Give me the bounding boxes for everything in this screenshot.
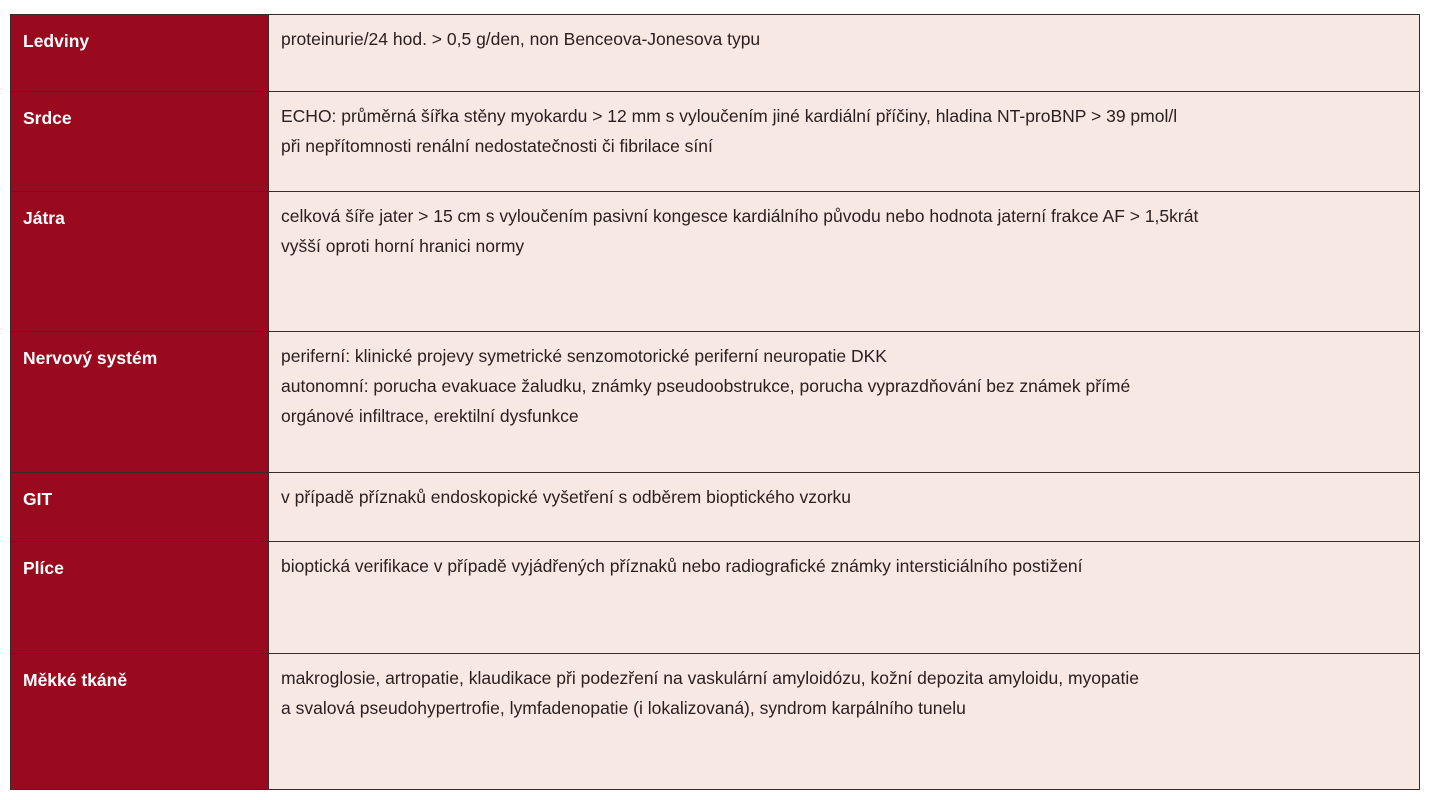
table-row: [11, 542, 1420, 654]
table-row: [11, 92, 1420, 192]
table-row: [11, 332, 1420, 473]
criteria-cell: [269, 192, 1420, 332]
criteria-cell: [269, 654, 1420, 790]
organ-label: Nervový systém: [11, 332, 269, 473]
criteria-table-wrapper: [10, 14, 1419, 790]
criteria-cell: [269, 473, 1420, 542]
organ-label: Plíce: [11, 542, 269, 654]
table-row: [11, 654, 1420, 790]
table-row: [11, 15, 1420, 92]
criteria-line: proteinurie/24 hod. > 0,5 g/den, non Benceova-Jonesova typu: [281, 29, 761, 49]
criteria-line: bioptická verifikace v případě vyjádřených příznaků nebo radiografické známky intersticiálního postižení: [281, 556, 1083, 576]
criteria-line: vyšší oproti horní hranici normy: [281, 236, 525, 256]
criteria-cell: [269, 92, 1420, 192]
organ-label: Srdce: [11, 92, 269, 192]
organ-label: Játra: [11, 192, 269, 332]
criteria-cell: [269, 542, 1420, 654]
criteria-line: celková šíře jater > 15 cm s vyloučením pasivní kongesce kardiálního původu nebo hodnota jaterní frakce AF > 1,5krát: [281, 206, 1199, 226]
organ-label: Ledviny: [11, 15, 269, 92]
criteria-line: v případě příznaků endoskopické vyšetření s odběrem bioptického vzorku: [281, 487, 852, 507]
organ-criteria-table: [10, 14, 1420, 790]
organ-label: GIT: [11, 473, 269, 542]
organ-label: Měkké tkáně: [11, 654, 269, 790]
criteria-cell: [269, 15, 1420, 92]
criteria-line: autonomní: porucha evakuace žaludku, známky pseudoobstrukce, porucha vyprazdňování bez známek přímé: [281, 376, 1131, 396]
criteria-line: orgánové infiltrace, erektilní dysfunkce: [281, 406, 579, 426]
criteria-cell: [269, 332, 1420, 473]
table-row: [11, 473, 1420, 542]
table-row: [11, 192, 1420, 332]
criteria-line: a svalová pseudohypertrofie, lymfadenopatie (i lokalizovaná), syndrom karpálního tunelu: [281, 698, 966, 718]
criteria-line: makroglosie, artropatie, klaudikace při podezření na vaskulární amyloidózu, kožní depozita amyloidu, myopatie: [281, 668, 1139, 688]
criteria-line: periferní: klinické projevy symetrické senzomotorické periferní neuropatie DKK: [281, 346, 887, 366]
criteria-line: ECHO: průměrná šířka stěny myokardu > 12 mm s vyloučením jiné kardiální příčiny, hladina NT-proBNP > 39 pmol/l: [281, 106, 1178, 126]
criteria-line: při nepřítomnosti renální nedostatečnosti či fibrilace síní: [281, 136, 713, 156]
